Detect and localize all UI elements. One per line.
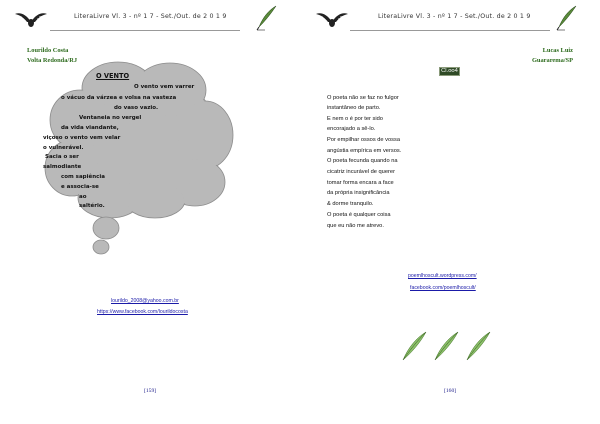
right-header-title: LiteraLivre Vl. 3 - nº 1 7 - Set./Out. de 2 0 1 9: [378, 13, 531, 20]
blog-link[interactable]: poemlhoscult.wordpress.com/: [408, 273, 477, 279]
poem-line: saltério.: [79, 203, 105, 209]
poem-line: Sacia o ser: [45, 154, 79, 160]
poem-line: e associa-se: [61, 184, 99, 190]
author-place: Volta Redonda/RJ: [27, 57, 78, 64]
poem-line: da vida viandante,: [61, 125, 119, 131]
page-number: [159]: [144, 388, 157, 394]
poem-line: o vácuo da várzea e volsa na vasteza: [61, 95, 177, 101]
prose-line: O poeta não se faz no fulgor: [327, 95, 399, 101]
poem-line: O vento vem varrer: [134, 84, 195, 90]
section-badge: Cl.oo4: [439, 67, 460, 76]
prose-line: instantâneo de parto.: [327, 105, 381, 111]
prose-line: & dorme tranquilo.: [327, 201, 374, 207]
right-page-header: [300, 8, 600, 30]
right-page: [300, 0, 600, 424]
poem-line: salmodiante: [43, 164, 82, 170]
poem-line: Ventaneia no vergel: [79, 115, 142, 121]
right-header-rule: [350, 30, 550, 31]
author-place: Guararema/SP: [531, 57, 573, 64]
author-name: Lucas Luiz: [542, 47, 573, 54]
prose-line: angústia empírica em versos.: [327, 148, 402, 154]
poem-line: do vaso vazio.: [114, 105, 159, 111]
prose-line: O poeta é qualquer coisa: [327, 212, 391, 218]
poem-line: com sapiência: [61, 174, 105, 180]
prose-line: E nem o é por ter sido: [327, 116, 383, 122]
poem-title: O VENTO: [96, 72, 130, 80]
poem-line: viçoso o vento vem velar: [43, 135, 121, 141]
prose-line: encorajado a sê-lo.: [327, 126, 376, 132]
poem-line: ao: [79, 194, 87, 200]
prose-line: da própria insignificância: [327, 190, 390, 196]
left-header-title: LiteraLivre Vl. 3 - nº 1 7 - Set./Out. de 2 0 1 9: [74, 13, 227, 20]
author-email-link[interactable]: lourildo_2008@yahoo.com.br: [111, 298, 179, 304]
facebook-link[interactable]: facebook.com/poemlhoscult/: [410, 285, 476, 291]
quill-pen-icon: [555, 5, 579, 31]
prose-line: tomar forma encara a face: [327, 180, 394, 186]
author-name: Lourildo Costa: [27, 47, 69, 54]
feather-quills-icon: [400, 330, 500, 362]
poem-line: o vulnerável.: [43, 145, 84, 151]
prose-line: Por empilhar ossos de vossa: [327, 137, 401, 143]
page-number: [160]: [444, 388, 457, 394]
prose-line: cicatriz incurável de querer: [327, 169, 395, 175]
bird-ornament-icon: [315, 8, 349, 30]
prose-line: que eu não me atrevo.: [327, 223, 384, 229]
prose-line: O poeta fecunda quando na: [327, 158, 398, 164]
author-facebook-link[interactable]: https://www.facebook.com/lourildocosta: [97, 309, 188, 315]
